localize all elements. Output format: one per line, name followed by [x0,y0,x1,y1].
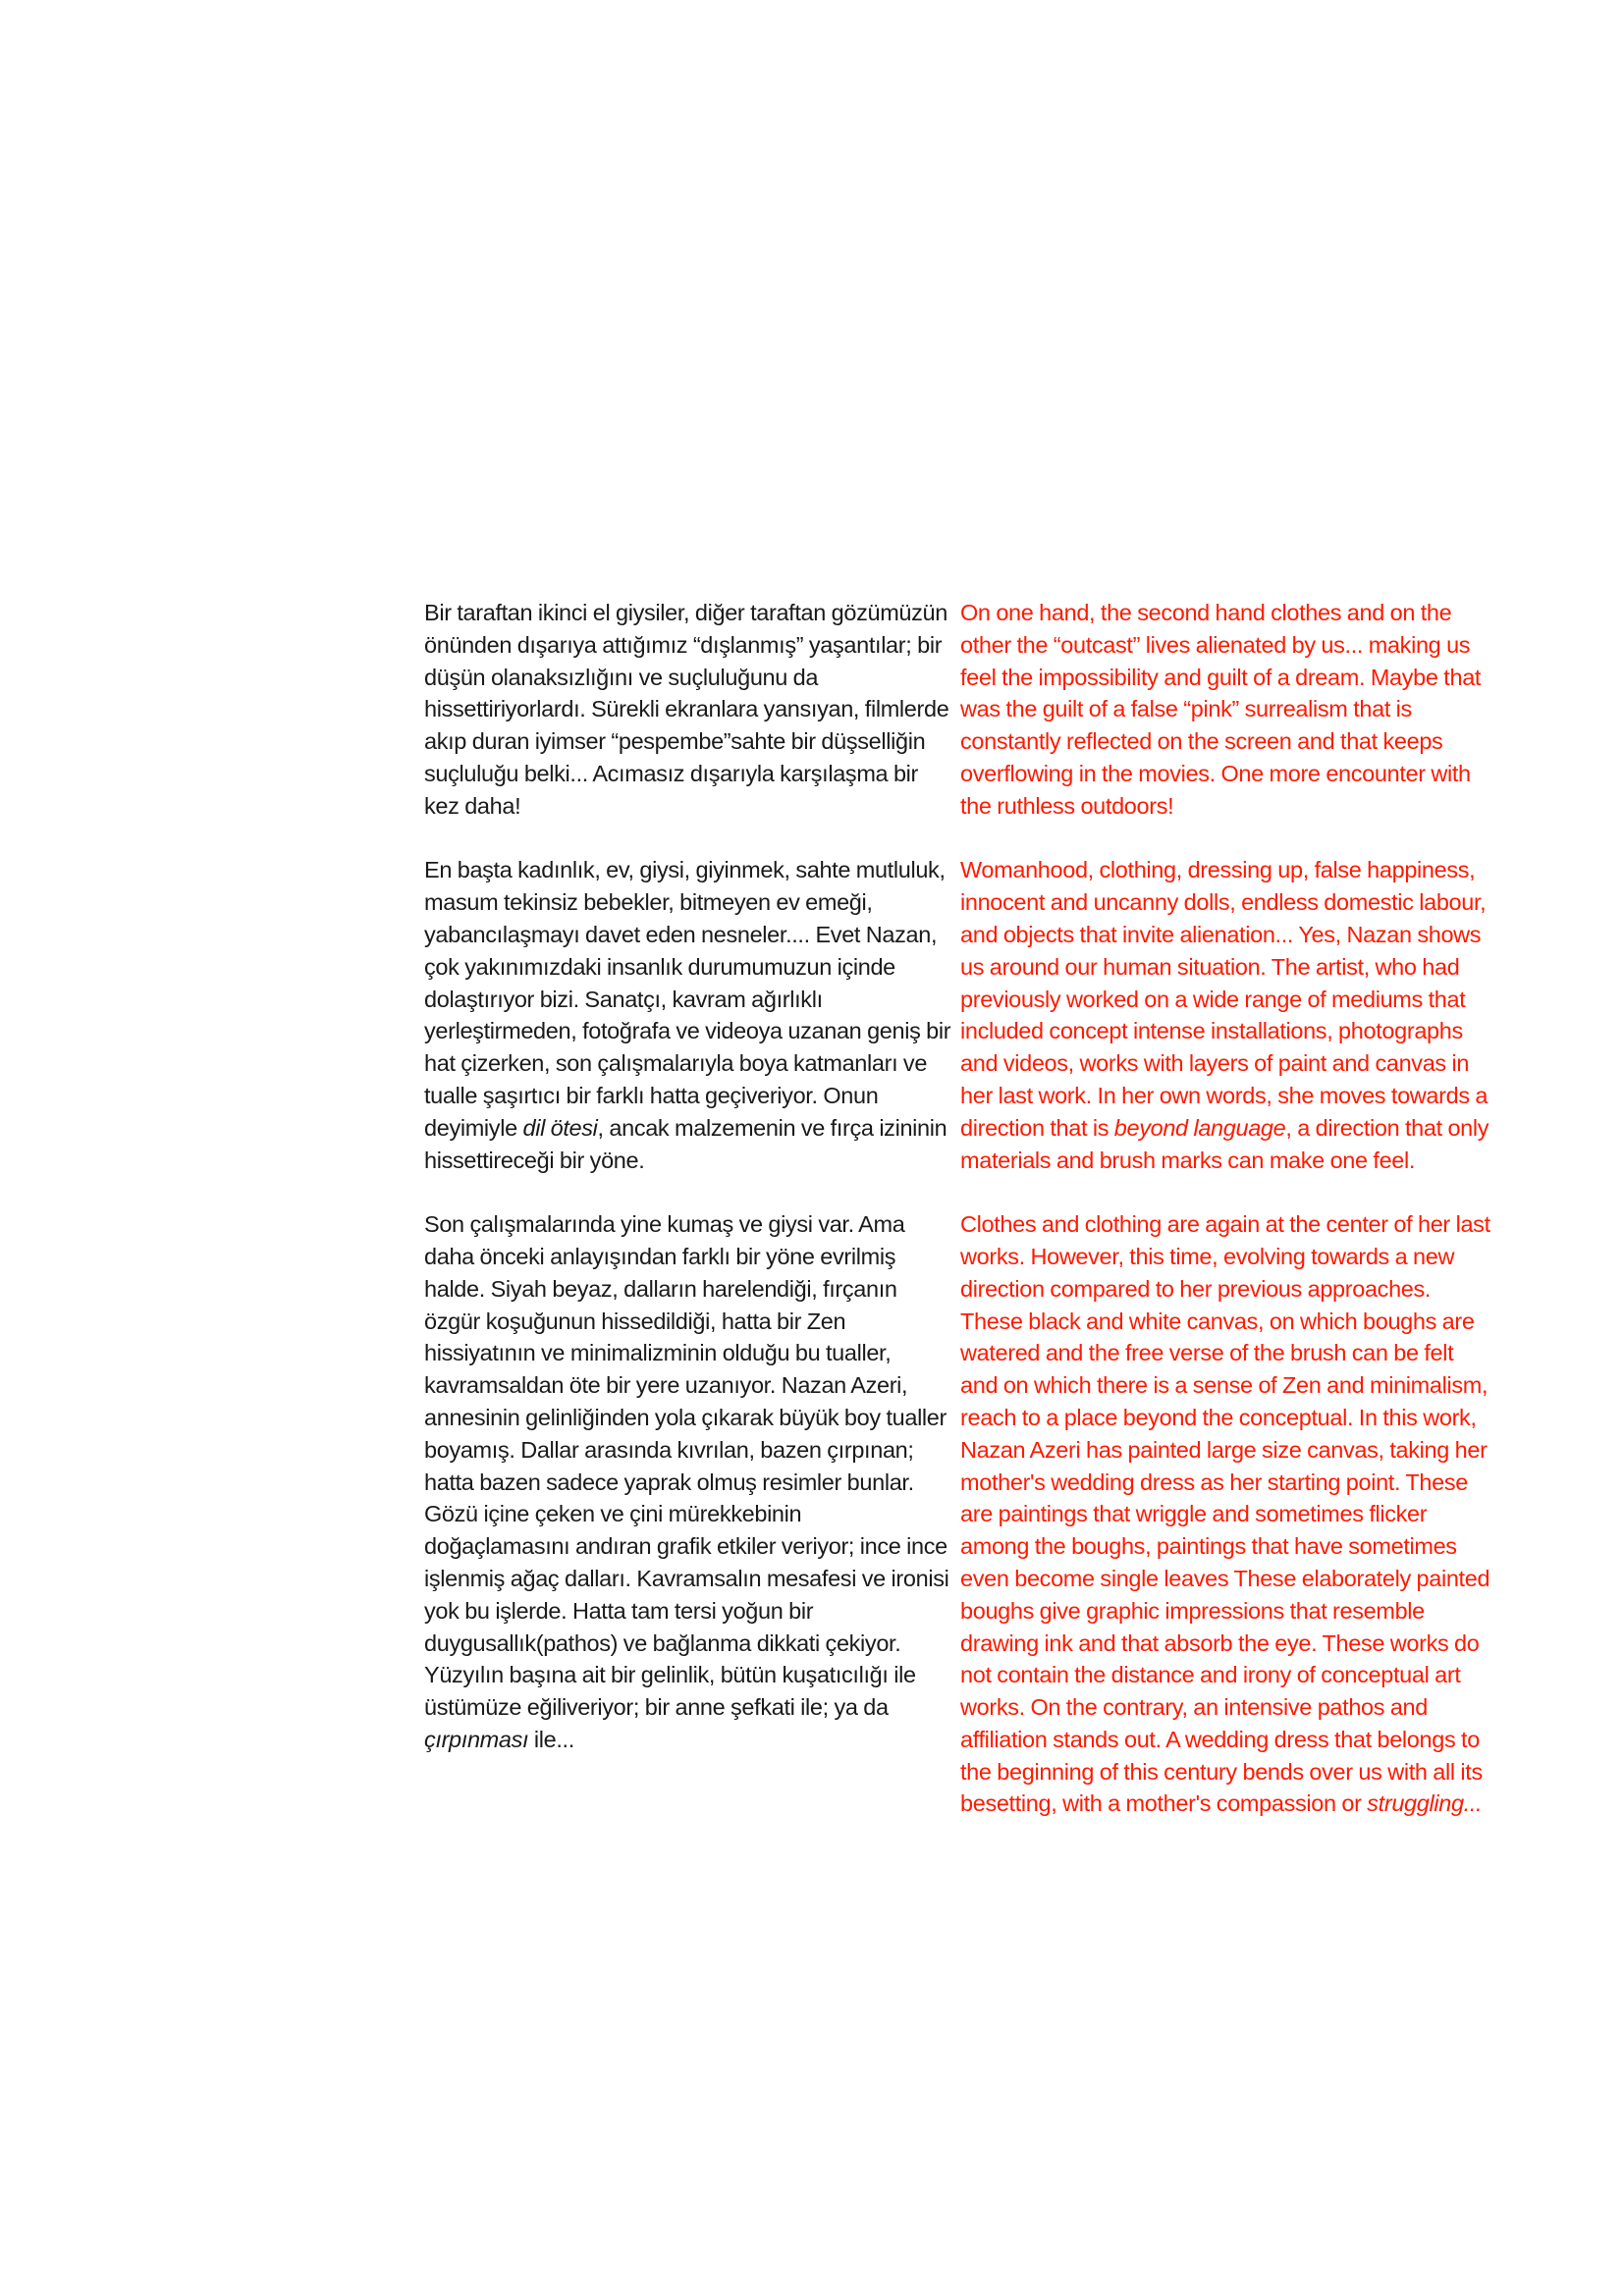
english-paragraph-2 [960,854,1490,1176]
text-run: , a direction that only materials and brush marks can make one feel. [960,1114,1489,1173]
text-run: On one hand, the second hand clothes and on the other the “outcast” lives alienated by us... making us feel the impossibility and guilt of a dream. Maybe that was the guilt of a false “pink” surrealism that is constantly reflected on the screen and that keeps overflowing in the movies. One more encounter with the ruthless outdoors! [960,600,1482,819]
italic-text-run: beyond language [1113,1114,1286,1141]
turkish-paragraph-3 [424,1208,952,1756]
turkish-paragraph-2 [424,854,952,1176]
turkish-paragraph-1 [424,597,952,823]
text-run: Clothes and clothing are again at the center of her last works. However, this time, evolving towards a new direction compared to her previous approaches. These black and white canvas, on which boughs are watered and the free verse of the brush can be felt and on which there is a sense of Zen and minimalism, reach to a place beyond the conceptual. In this work, Nazan Azeri has painted large size canvas, taking her mother's wedding dress as her starting point. These are paintings that wriggle and sometimes flicker among the boughs, paintings that have sometimes even become single leaves These elaborately painted boughs give graphic impressions that resemble drawing ink and that absorb the eye. These works do not contain the distance and irony of conceptual art works. On the contrary, an intensive pathos and affiliation stands out. A wedding dress that belongs to the beginning of this century bends over us with all its besetting, with a mother's compassion or [960,1211,1490,1817]
text-run: , ancak malzemenin ve fırça izininin hissettireceği bir yöne. [424,1114,947,1173]
text-run: En başta kadınlık, ev, giysi, giyinmek, sahte mutluluk, masum tekinsiz bebekler, bitmeyen ev emeği, yabancılaşmayı davet eden nesneler.... Evet Nazan, çok yakınımızdaki insanlık durumumuzun içinde dolaştırıyor bizi. Sanatçı, kavram ağırlıklı yerleştirmeden, fotoğrafa ve videoya uzanan geniş bir hat çizerken, son çalışmalarıyla boya katmanları ve tualle şaşırtıcı bir farklı hatta geçiveriyor. Onun deyimiyle [424,857,951,1141]
text-run: Bir taraftan ikinci el giysiler, diğer taraftan gözümüzün önünden dışarıya attığımız “dışlanmış” yaşantılar; bir düşün olanaksızlığını ve suçluluğunu da hissettiriyorlardı. Sürekli ekranlara yansıyan, filmlerde akıp duran iyimser “pespembe”sahte bir düşselliğin suçluluğu belki... Acımasız dışarıyla karşılaşma bir kez daha! [424,600,949,819]
italic-text-run: dil ötesi [522,1114,598,1141]
english-paragraph-1 [960,597,1490,823]
text-run: Son çalışmalarında yine kumaş ve giysi var. Ama daha önceki anlayışından farklı bir yöne evrilmiş halde. Siyah beyaz, dalların harelendiği, fırçanın özgür koşuğunun hissedildiği, hatta bir Zen hissiyatının ve minimalizminin olduğu bu tualler, kavramsaldan öte bir yere uzanıyor. Nazan Azeri, annesinin gelinliğinden yola çıkarak büyük boy tualler boyamış. Dallar arasında kıvrılan, bazen çırpınan; hatta bazen sadece yaprak olmuş resimler bunlar. Gözü içine çeken ve çini mürekkebinin doğaçlamasını andıran grafik etkiler veriyor; ince ince işlenmiş ağaç dalları. Kavramsalın mesafesi ve ironisi yok bu işlerde. Hatta tam tersi yoğun bir duygusallık(pathos) ve bağlanma dikkati çekiyor. Yüzyılın başına ait bir gelinlik, bütün kuşatıcılığı ile üstümüze eğiliveriyor; bir anne şefkati ile; ya da [424,1211,949,1721]
english-text-column [960,597,1490,1820]
italic-text-run: çırpınması [424,1726,529,1752]
turkish-text-column [424,597,952,1756]
text-run: ile... [528,1726,574,1752]
italic-text-run: struggling... [1367,1790,1483,1817]
english-paragraph-3 [960,1208,1490,1820]
text-run: Womanhood, clothing, dressing up, false happiness, innocent and uncanny dolls, endless domestic labour, and objects that invite alienation... Yes, Nazan shows us around our human situation. The artist, who had previously worked on a wide range of mediums that included concept intense installations, photographs and videos, works with layers of paint and canvas in her last work. In her own words, she moves towards a direction that is [960,857,1488,1141]
